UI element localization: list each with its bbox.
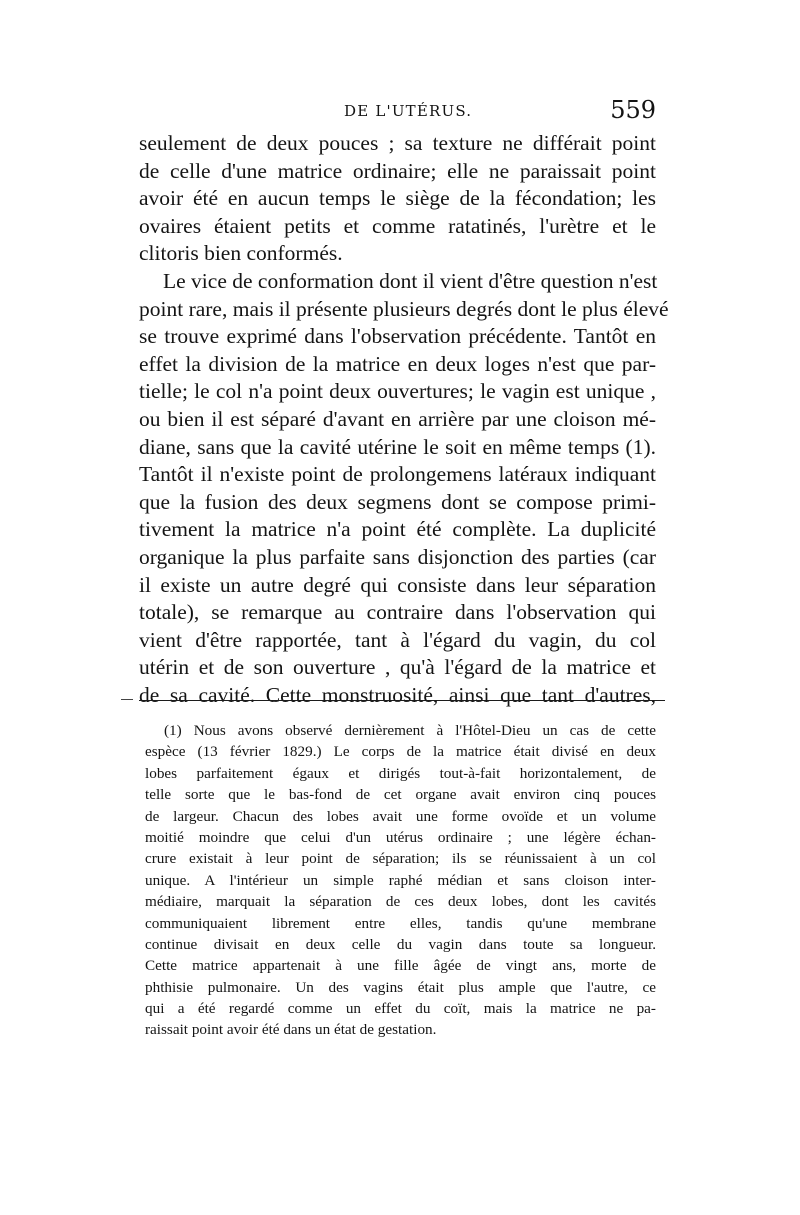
footnote-line: qui a été regardé comme un effet du coït, mais la matrice ne pa- xyxy=(145,1000,656,1018)
footnote-line: moitié moindre que celui d'un utérus ordinaire ; une légère échan- xyxy=(145,828,656,846)
page-number: 559 xyxy=(610,96,656,124)
footnote-line: crure existait à leur point de séparation; ils se réunissaient à un col xyxy=(145,850,656,868)
main-text-line: Tantôt il n'existe point de prolongemens latéraux indiquant xyxy=(139,462,656,487)
footnote-line: telle sorte que le bas-fond de cet organe avait environ cinq pouces xyxy=(145,786,656,804)
main-text-line: tivement la matrice n'a point été complète. La duplicité xyxy=(139,517,656,542)
footnote xyxy=(145,720,656,1041)
footnote-line: médiaire, marquait la séparation de ces deux lobes, dont les cavités xyxy=(145,893,656,911)
main-text-line: effet la division de la matrice en deux loges n'est que par- xyxy=(139,351,656,376)
main-text-line: de sa cavité. Cette monstruosité, ainsi que tant d'autres, xyxy=(139,682,656,707)
main-text-line: de celle d'une matrice ordinaire; elle ne paraissait point xyxy=(139,158,656,183)
footnote-line: phthisie pulmonaire. Un des vagins était plus ample que l'autre, ce xyxy=(145,978,656,996)
footnote-line: continue divisait en deux celle du vagin dans toute sa longueur. xyxy=(145,935,656,953)
main-text-line: ou bien il est séparé d'avant en arrière par une cloison mé- xyxy=(139,406,656,431)
footnote-line: lobes parfaitement égaux et dirigés tout-à-fait horizontalement, de xyxy=(145,764,656,782)
main-text-line: utérin et de son ouverture , qu'à l'égard de la matrice et xyxy=(139,655,656,680)
footnote-line: espèce (13 février 1829.) Le corps de la matrice était divisé en deux xyxy=(145,743,656,761)
running-head-title: DE L'UTÉRUS. xyxy=(344,102,473,120)
main-text-line: avoir été en aucun temps le siège de la fécondation; les xyxy=(139,186,656,211)
main-text-line: totale), se remarque au contraire dans l'observation qui xyxy=(139,600,656,625)
main-text xyxy=(139,130,669,709)
main-text-line: se trouve exprimé dans l'observation précédente. Tantôt en xyxy=(139,324,656,349)
footnote-line: (1) Nous avons observé dernièrement à l'Hôtel-Dieu un cas de cette xyxy=(164,722,656,739)
main-text-line: Le vice de conformation dont il vient d'être question n'est xyxy=(163,268,658,293)
main-text-line: ovaires étaient petits et comme ratatinés, l'urètre et le xyxy=(139,213,656,238)
main-text-line: vient d'être rapportée, tant à l'égard du vagin, du col xyxy=(139,627,656,652)
main-text-line: clitoris bien conformés. xyxy=(139,241,343,266)
footnote-line: Cette matrice appartenait à une fille âgée de vingt ans, morte de xyxy=(145,957,656,975)
main-text-line: que la fusion des deux segmens dont se compose primi- xyxy=(139,489,656,514)
rule-mark xyxy=(121,699,133,700)
footnote-line: raissait point avoir été dans un état de gestation. xyxy=(145,1021,437,1039)
main-text-line: diane, sans que la cavité utérine le soit en même temps (1). xyxy=(139,434,656,459)
main-text-line: organique la plus parfaite sans disjonction des parties (car xyxy=(139,544,656,569)
main-text-line: tielle; le col n'a point deux ouvertures; le vagin est unique , xyxy=(139,379,656,404)
footnote-line: unique. A l'intérieur un simple raphé médian et sans cloison inter- xyxy=(145,871,656,889)
running-head xyxy=(139,96,656,130)
footnote-rule xyxy=(139,700,665,701)
footnote-line: de largeur. Chacun des lobes avait une forme ovoïde et un volume xyxy=(145,807,656,825)
main-text-line: seulement de deux pouces ; sa texture ne différait point xyxy=(139,131,656,155)
main-text-line: il existe un autre degré qui consiste dans leur séparation xyxy=(139,572,656,597)
footnote-line: communiquaient librement entre elles, tandis qu'une membrane xyxy=(145,914,656,932)
main-text-line: point rare, mais il présente plusieurs degrés dont le plus élevé xyxy=(139,296,669,321)
